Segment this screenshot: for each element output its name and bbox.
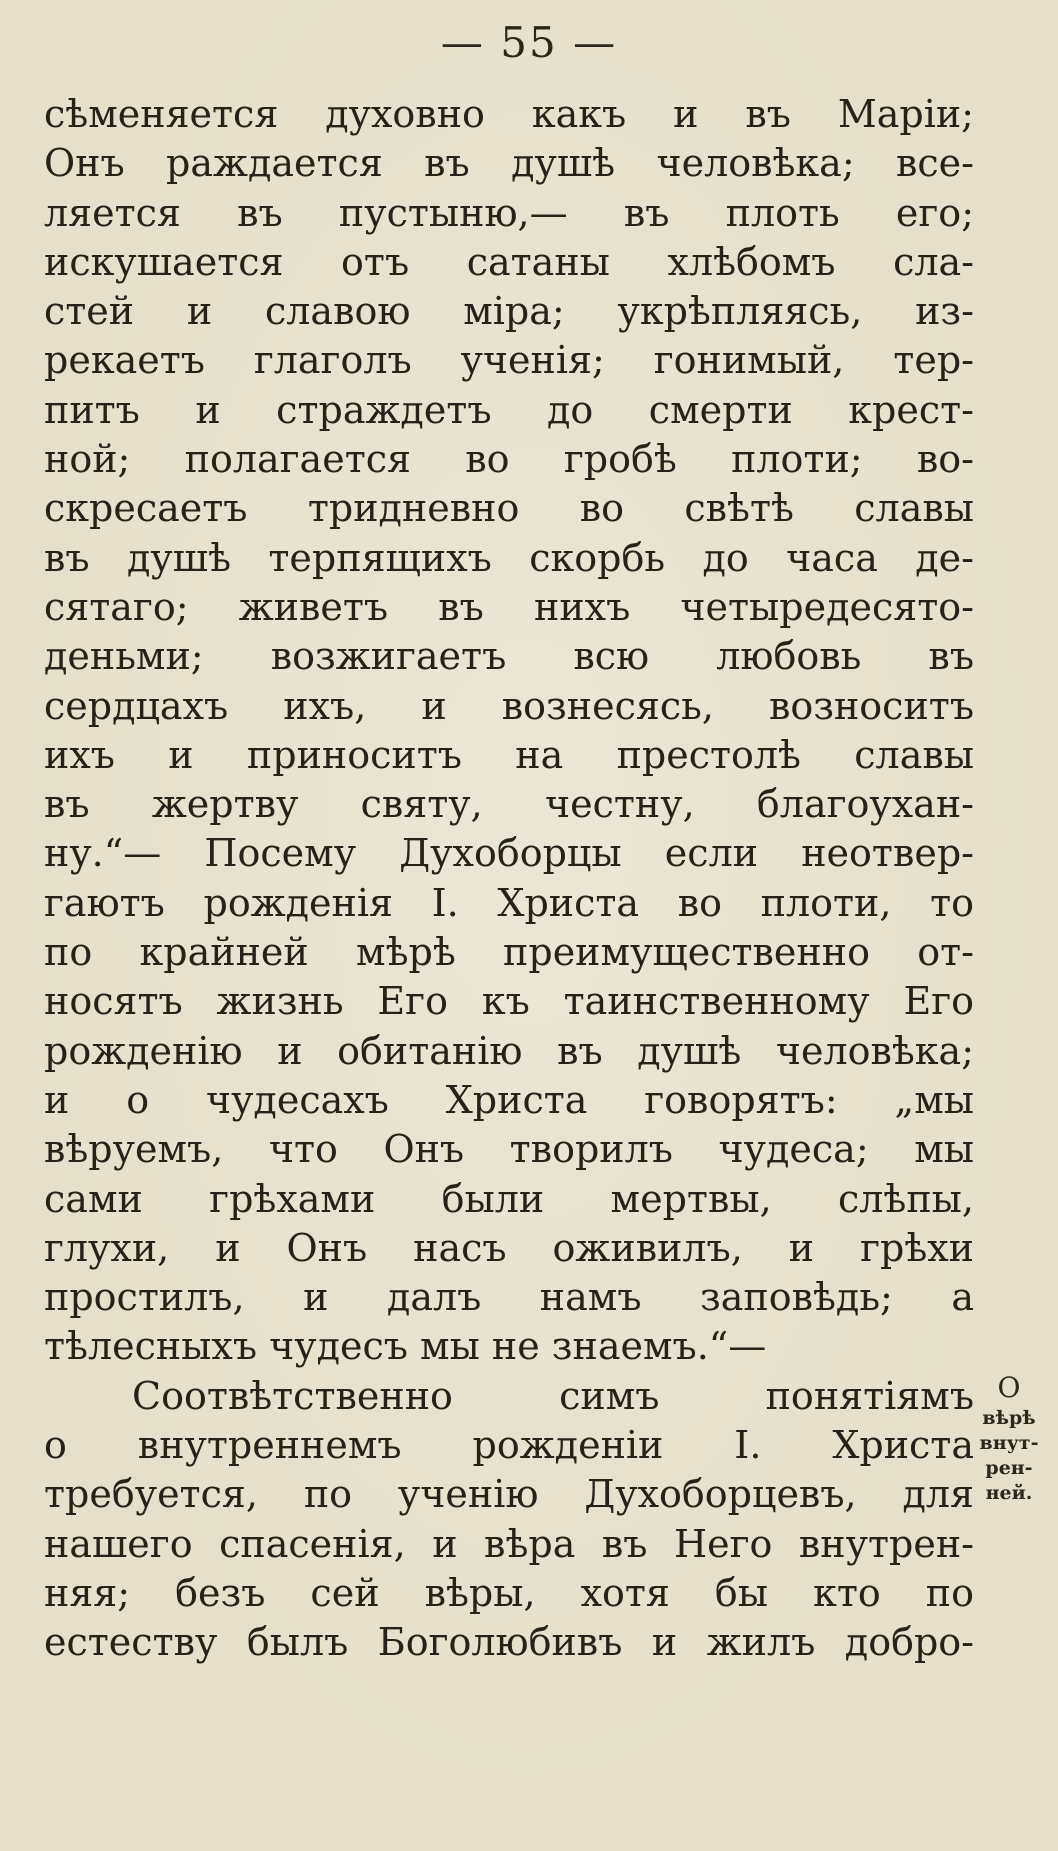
text-line: ихъ и приноситъ на престолѣ славы xyxy=(44,732,974,777)
body-text xyxy=(44,90,974,1668)
text-line: ляется въ пустыню,— въ плоть его; xyxy=(44,190,974,235)
text-line: искушается отъ сатаны хлѣбомъ сла- xyxy=(44,239,974,284)
text-line: сятаго; живетъ въ нихъ четыредесято- xyxy=(44,584,974,629)
text-line: простилъ, и далъ намъ заповѣдь; а xyxy=(44,1275,974,1320)
text-line: въ жертву святу, честну, благоухан- xyxy=(44,782,974,827)
text-line: и о чудесахъ Христа говорятъ: „мы xyxy=(44,1077,974,1122)
text-line: ну.“— Посему Духоборцы если неотвер- xyxy=(44,831,974,876)
margin-note-line: внут- xyxy=(979,1432,1039,1454)
text-line: сѣменяется духовно какъ и въ Маріи; xyxy=(44,92,974,136)
text-line: глухи, и Онъ насъ оживилъ, и грѣхи xyxy=(44,1225,974,1270)
page-number: — 55 — xyxy=(440,18,618,67)
text-line: носятъ жизнь Его къ таинственному Его xyxy=(44,979,974,1024)
text-line: рожденію и обитанію въ душѣ человѣка; xyxy=(44,1028,974,1073)
text-line: скресаетъ тридневно во свѣтѣ славы xyxy=(44,486,974,531)
text-line: въ душѣ терпящихъ скорбь до часа де- xyxy=(44,535,974,580)
margin-note-line: вѣрѣ xyxy=(982,1407,1036,1429)
text-line: сердцахъ ихъ, и вознесясь, возноситъ xyxy=(44,683,974,728)
margin-note-line: рен- xyxy=(985,1457,1033,1479)
text-line: Онъ раждается въ душѣ человѣка; все- xyxy=(44,141,974,186)
text-line: тѣлесныхъ чудесъ мы не знаемъ.“— xyxy=(44,1324,767,1369)
margin-note-line: О xyxy=(997,1371,1021,1404)
text-line: стей и славою міра; укрѣпляясь, из- xyxy=(44,289,974,334)
text-line: гаютъ рожденія І. Христа во плоти, то xyxy=(44,880,974,925)
text-line: о внутреннемъ рожденіи І. Христа xyxy=(44,1423,974,1468)
text-line: питъ и страждетъ до смерти крест- xyxy=(44,387,974,432)
margin-note-line: ней. xyxy=(985,1482,1033,1504)
text-line: естеству былъ Боголюбивъ и жилъ добро- xyxy=(44,1620,974,1665)
paragraph-start-line: Соотвѣтственно симъ понятіямъ xyxy=(132,1373,974,1418)
text-line: рекаетъ глаголъ ученія; гонимый, тер- xyxy=(44,338,974,383)
text-line: нашего спасенія, и вѣра въ Него внутрен- xyxy=(44,1521,974,1566)
text-line: няя; безъ сей вѣры, хотя бы кто по xyxy=(44,1570,974,1615)
margin-note xyxy=(966,1370,1052,1506)
text-line: вѣруемъ, что Онъ творилъ чудеса; мы xyxy=(44,1127,974,1172)
text-line: по крайней мѣрѣ преимущественно от- xyxy=(44,930,974,975)
text-line: деньми; возжигаетъ всю любовь въ xyxy=(44,634,974,679)
text-line: ной; полагается во гробѣ плоти; во- xyxy=(44,437,974,482)
text-line: сами грѣхами были мертвы, слѣпы, xyxy=(44,1176,974,1221)
text-line: требуется, по ученію Духоборцевъ, для xyxy=(44,1472,974,1517)
